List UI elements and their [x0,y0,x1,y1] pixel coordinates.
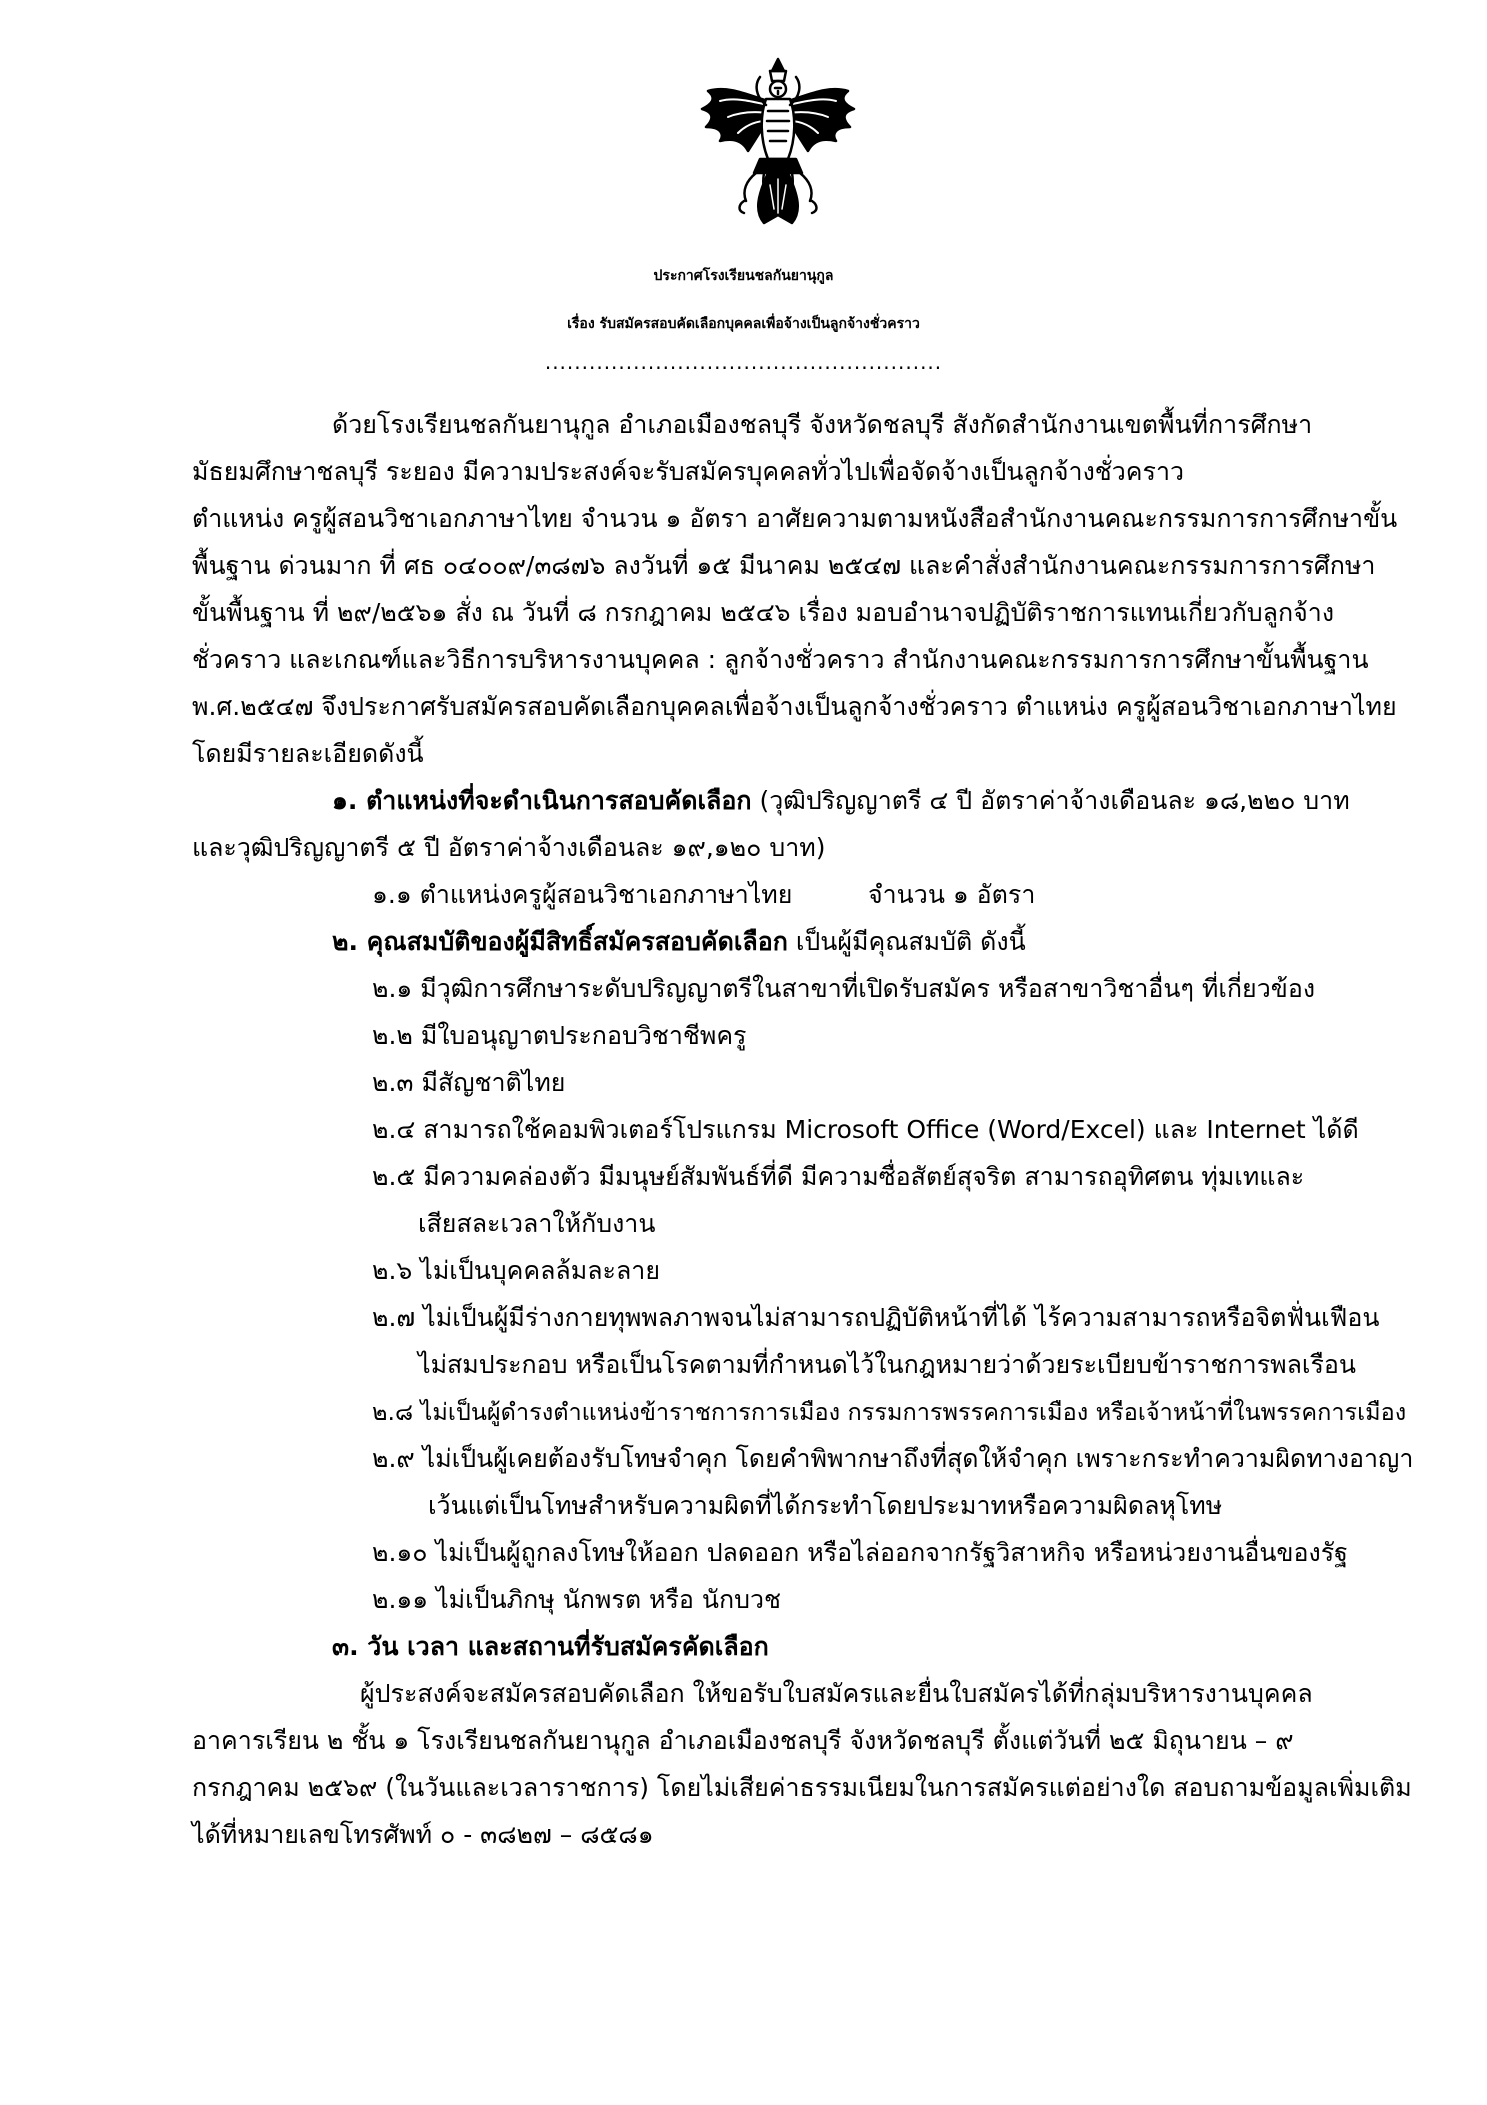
qualification-item: ๒.๕ มีความคล่องตัว มีมนุษย์สัมพันธ์ที่ดี มีความซื่อสัตย์สุจริต สามารถอุทิศตน ทุ่มเทและ [372,1162,1305,1191]
qualification-item: ๒.๑๐ ไม่เป็นผู้ถูกลงโทษให้ออก ปลดออก หรือไล่ออกจากรัฐวิสาหกิจ หรือหน่วยงานอื่นของรัฐ [372,1538,1348,1567]
section3-line: กรกฎาคม ๒๕๖๙ (ในวันและเวลาราชการ) โดยไม่เสียค่าธรรมเนียมในการสมัครแต่อย่างใด สอบถามข้อมูลเพิ่มเติม [192,1773,1412,1802]
qualification-item: ๒.๔ สามารถใช้คอมพิวเตอร์โปรแกรม Microsoft Office (Word/Excel) และ Internet ได้ดี [372,1115,1359,1144]
header-separator: ...................................................... [544,350,943,374]
intro-line: มัธยมศึกษาชลบุรี ระยอง มีความประสงค์จะรับสมัครบุคคลทั่วไปเพื่อจัดจ้างเป็นลูกจ้างชั่วคราว [192,457,1185,486]
intro-line: ด้วยโรงเรียนชลกันยานุกูล อำเภอเมืองชลบุรี จังหวัดชลบุรี สังกัดสำนักงานเขตพื้นที่การศึกษา [332,410,1313,439]
qualification-item: ๒.๑๑ ไม่เป็นภิกษุ นักพรต หรือ นักบวช [372,1585,781,1614]
section1-heading-line [332,783,1350,819]
intro-line: ขั้นพื้นฐาน ที่ ๒๙/๒๕๖๑ สั่ง ณ วันที่ ๘ กรกฎาคม ๒๕๔๖ เรื่อง มอบอำนาจปฏิบัติราชการแทนเกี่ยวกับลูกจ้าง [192,598,1335,627]
qualification-item-continued: ไม่สมประกอบ หรือเป็นโรคตามที่กำหนดไว้ในกฎหมายว่าด้วยระเบียบข้าราชการพลเรือน [418,1350,1357,1379]
intro-line: โดยมีรายละเอียดดังนี้ [192,739,424,768]
section1-count: จำนวน ๑ อัตรา [868,880,1036,909]
document-subject: เรื่อง รับสมัครสอบคัดเลือกบุคคลเพื่อจ้างเป็นลูกจ้างชั่วคราว [567,316,920,332]
qualification-item: ๒.๒ มีใบอนุญาตประกอบวิชาชีพครู [372,1021,747,1050]
section1-line2: และวุฒิปริญญาตรี ๕ ปี อัตราค่าจ้างเดือนละ ๑๙,๑๒๐ บาท) [192,833,826,862]
document-title: ประกาศโรงเรียนชลกันยานุกูล [653,268,834,284]
section1-heading-detail: (วุฒิปริญญาตรี ๔ ปี อัตราค่าจ้างเดือนละ ๑๘,๒๒๐ บาท [751,786,1350,815]
qualification-item: ๒.๘ ไม่เป็นผู้ดำรงตำแหน่งข้าราชการการเมือง กรรมการพรรคการเมือง หรือเจ้าหน้าที่ในพรรคการเมือง [372,1398,1407,1426]
qualification-item: ๒.๖ ไม่เป็นบุคคลล้มละลาย [372,1256,660,1285]
intro-line: ตำแหน่ง ครูผู้สอนวิชาเอกภาษาไทย จำนวน ๑ อัตรา อาศัยความตามหนังสือสำนักงานคณะกรรมการการศึกษาขั้น [192,504,1398,533]
section2-heading-line [332,924,1026,960]
section3-line: ผู้ประสงค์จะสมัครสอบคัดเลือก ให้ขอรับใบสมัครและยื่นใบสมัครได้ที่กลุ่มบริหารงานบุคคล [360,1679,1313,1708]
intro-line: ชั่วคราว และเกณฑ์และวิธีการบริหารงานบุคคล : ลูกจ้างชั่วคราว สำนักงานคณะกรรมการการศึกษาขั้นพื้นฐาน [192,645,1369,674]
section3-heading: ๓. วัน เวลา และสถานที่รับสมัครคัดเลือก [332,1632,769,1661]
section3-line: อาคารเรียน ๒ ชั้น ๑ โรงเรียนชลกันยานุกูล อำเภอเมืองชลบุรี จังหวัดชลบุรี ตั้งแต่วันที่ ๒๕ มิถุนายน – ๙ [192,1726,1294,1755]
intro-line: พื้นฐาน ด่วนมาก ที่ ศธ ๐๔๐๐๙/๓๘๗๖ ลงวันที่ ๑๕ มีนาคม ๒๕๔๗ และคำสั่งสำนักงานคณะกรรมการการศึกษา [192,551,1376,580]
qualification-item-continued: เว้นแต่เป็นโทษสำหรับความผิดที่ได้กระทำโดยประมาทหรือความผิดลหุโทษ [428,1491,1223,1520]
section1-item: ๑.๑ ตำแหน่งครูผู้สอนวิชาเอกภาษาไทย [372,880,793,909]
qualification-item: ๒.๓ มีสัญชาติไทย [372,1068,566,1097]
section3-line: ได้ที่หมายเลขโทรศัพท์ ๐ - ๓๘๒๗ – ๘๕๘๑ [192,1820,654,1849]
intro-line: พ.ศ.๒๕๔๗ จึงประกาศรับสมัครสอบคัดเลือกบุคคลเพื่อจ้างเป็นลูกจ้างชั่วคราว ตำแหน่ง ครูผู้สอนวิชาเอกภาษาไทย [192,692,1397,721]
qualification-item: ๒.๑ มีวุฒิการศึกษาระดับปริญญาตรีในสาขาที่เปิดรับสมัคร หรือสาขาวิชาอื่นๆ ที่เกี่ยวข้อง [372,974,1316,1003]
garuda-emblem-icon [698,55,858,230]
qualification-item-continued: เสียสละเวลาให้กับงาน [418,1209,656,1238]
qualification-item: ๒.๗ ไม่เป็นผู้มีร่างกายทุพพลภาพจนไม่สามารถปฏิบัติหน้าที่ได้ ไร้ความสามารถหรือจิตฟั่นเฟือน [372,1303,1380,1332]
section1-heading: ๑. ตำแหน่งที่จะดำเนินการสอบคัดเลือก [332,786,752,815]
section2-heading-detail: เป็นผู้มีคุณสมบัติ ดังนี้ [787,927,1026,956]
section2-heading: ๒. คุณสมบัติของผู้มีสิทธิ์สมัครสอบคัดเลือก [332,927,788,956]
qualification-item: ๒.๙ ไม่เป็นผู้เคยต้องรับโทษจำคุก โดยคำพิพากษาถึงที่สุดให้จำคุก เพราะกระทำความผิดทางอาญา [372,1444,1414,1473]
